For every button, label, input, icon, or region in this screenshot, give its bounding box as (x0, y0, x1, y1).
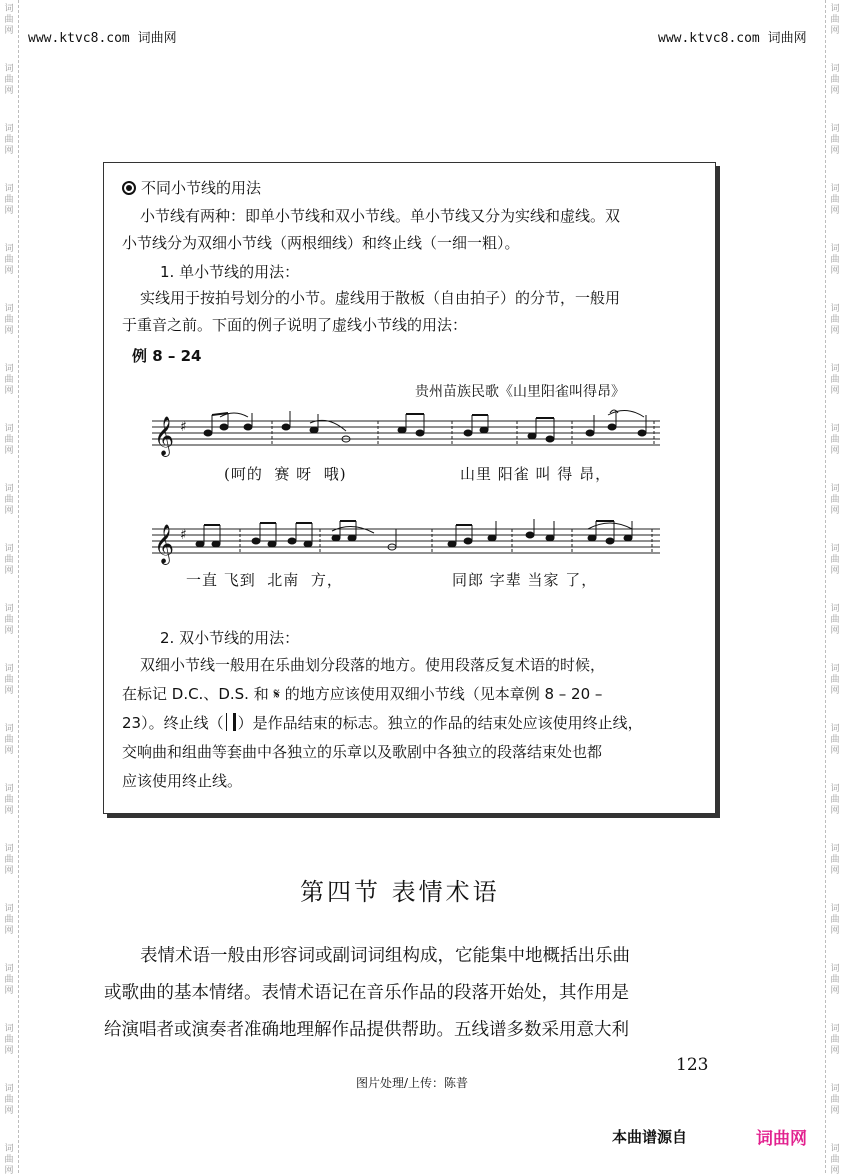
example-label: 例 8 – 24 (132, 347, 202, 365)
watermark-glyph: 曲 (4, 735, 14, 745)
watermark-glyph: 网 (4, 1046, 14, 1056)
watermark-glyph: 曲 (830, 555, 840, 565)
subheading-single-barline: 1. 单小节线的用法： (160, 263, 300, 281)
text-line: 于重音之前。下面的例子说明了虚线小节线的用法： (122, 316, 468, 334)
svg-text:𝄞: 𝄞 (154, 524, 175, 564)
watermark-glyph: 词 (830, 4, 840, 14)
watermark-glyph: 曲 (830, 735, 840, 745)
watermark-glyph: 曲 (830, 15, 840, 25)
watermark-glyph: 词 (830, 244, 840, 254)
watermark-glyph: 曲 (4, 1035, 14, 1045)
watermark-glyph: 网 (830, 1046, 840, 1056)
watermark-glyph: 网 (4, 206, 14, 216)
watermark-glyph: 曲 (830, 1035, 840, 1045)
music-staff-row-2 (152, 517, 668, 567)
watermark-glyph: 网 (4, 86, 14, 96)
watermark-glyph: 词 (4, 1084, 14, 1094)
final-barline-icon (226, 713, 236, 731)
watermark-glyph: 词 (830, 484, 840, 494)
watermark-glyph: 网 (830, 446, 840, 456)
watermark-glyph: 曲 (4, 675, 14, 685)
body-paragraph (104, 938, 716, 1049)
watermark-glyph: 网 (830, 1106, 840, 1116)
svg-text:♯: ♯ (180, 419, 187, 435)
text-line: 实线用于按拍号划分的小节。虚线用于散板（自由拍子）的分节，一般用 (140, 289, 621, 307)
watermark-glyph: 网 (830, 386, 840, 396)
watermark-glyph: 词 (830, 184, 840, 194)
box-paragraph-2 (122, 285, 706, 339)
text-fragment: ）是作品结束的标志。独立的作品的结束处应该使用终止线， (237, 714, 643, 732)
watermark-glyph: 曲 (830, 675, 840, 685)
watermark-url: www.ktvc8.com (28, 31, 130, 46)
watermark-glyph: 网 (830, 746, 840, 756)
watermark-glyph: 词 (830, 424, 840, 434)
watermark-glyph: 网 (4, 446, 14, 456)
watermark-glyph: 曲 (830, 1095, 840, 1105)
image-credit: 图片处理/上传：陈普 (356, 1076, 469, 1090)
box-paragraph-1 (122, 203, 706, 257)
watermark-glyph: 词 (830, 1024, 840, 1034)
text-line: 交响曲和组曲等套曲中各独立的乐章以及歌剧中各独立的段落结束处也都 (122, 743, 603, 761)
subheading-double-barline: 2. 双小节线的用法： (160, 629, 300, 647)
watermark-glyph: 曲 (4, 255, 14, 265)
watermark-glyph: 曲 (830, 75, 840, 85)
text-line: 表情术语一般由形容词或副词词组构成，它能集中地概括出乐曲 (140, 946, 630, 966)
watermark-glyph: 网 (4, 986, 14, 996)
lyrics-row-2-a: 一直 飞到 北南 方， (186, 571, 343, 589)
text-line: 在标记 D.C.、D.S. 和 𝄋 的地方应该使用双细小节线（见本章例 8 – 20 – (122, 685, 603, 703)
watermark-glyph: 网 (4, 326, 14, 336)
watermark-glyph: 曲 (4, 435, 14, 445)
text-line: 小节线分为双细小节线（两根细线）和终止线（一细一粗）。 (122, 234, 520, 252)
watermark-glyph: 网 (4, 266, 14, 276)
watermark-glyph: 网 (830, 566, 840, 576)
watermark-url: www.ktvc8.com (658, 31, 760, 46)
watermark-glyph: 词 (4, 844, 14, 854)
watermark-glyph: 曲 (830, 615, 840, 625)
watermark-glyph: 网 (4, 506, 14, 516)
text-line: 应该使用终止线。 (122, 772, 243, 790)
watermark-glyph: 网 (830, 626, 840, 636)
watermark-glyph: 词 (4, 904, 14, 914)
right-watermark-strip (825, 0, 844, 1176)
watermark-glyph: 曲 (830, 855, 840, 865)
watermark-glyph: 词 (4, 1024, 14, 1034)
header-url-right[interactable] (658, 27, 807, 46)
watermark-glyph: 曲 (4, 615, 14, 625)
watermark-glyph: 网 (4, 566, 14, 576)
watermark-glyph: 词 (4, 124, 14, 134)
watermark-glyph: 词 (830, 544, 840, 554)
watermark-glyph: 曲 (4, 15, 14, 25)
watermark-glyph: 词 (830, 124, 840, 134)
watermark-glyph: 曲 (4, 855, 14, 865)
text-line: 双细小节线一般用在乐曲划分段落的地方。使用段落反复术语的时候， (140, 656, 606, 674)
watermark-glyph: 词 (4, 1144, 14, 1154)
watermark-glyph: 网 (830, 1166, 840, 1176)
watermark-glyph: 网 (4, 386, 14, 396)
watermark-glyph: 词 (4, 604, 14, 614)
watermark-glyph: 网 (4, 626, 14, 636)
watermark-glyph: 词 (4, 244, 14, 254)
watermark-glyph: 网 (4, 1166, 14, 1176)
watermark-site: 词曲网 (137, 31, 177, 46)
watermark-glyph: 网 (4, 26, 14, 36)
watermark-glyph: 曲 (4, 915, 14, 925)
watermark-glyph: 网 (4, 746, 14, 756)
watermark-glyph: 网 (830, 26, 840, 36)
lyrics-row-1-a: (呵的 赛 呀 哦) (224, 465, 347, 483)
svg-text:♯: ♯ (180, 527, 187, 543)
watermark-glyph: 词 (830, 964, 840, 974)
watermark-glyph: 词 (4, 544, 14, 554)
watermark-glyph: 网 (830, 686, 840, 696)
watermark-glyph: 曲 (830, 375, 840, 385)
text-line (122, 709, 706, 738)
watermark-glyph: 曲 (830, 195, 840, 205)
watermark-glyph: 词 (4, 184, 14, 194)
box-title-text: 不同小节线的用法 (141, 179, 262, 197)
watermark-glyph: 词 (830, 1144, 840, 1154)
watermark-glyph: 词 (830, 724, 840, 734)
watermark-glyph: 网 (830, 806, 840, 816)
watermark-glyph: 词 (830, 844, 840, 854)
watermark-glyph: 网 (4, 806, 14, 816)
watermark-glyph: 词 (4, 304, 14, 314)
watermark-glyph: 曲 (830, 315, 840, 325)
watermark-glyph: 网 (4, 866, 14, 876)
watermark-glyph: 曲 (830, 795, 840, 805)
watermark-glyph: 词 (4, 784, 14, 794)
text-line: 小节线有两种：即单小节线和双小节线。单小节线又分为实线和虚线。双 (140, 207, 621, 225)
song-source: 贵州苗族民歌《山里阳雀叫得昂》 (415, 384, 625, 400)
watermark-glyph: 曲 (4, 135, 14, 145)
watermark-glyph: 曲 (830, 135, 840, 145)
watermark-glyph: 词 (830, 364, 840, 374)
watermark-glyph: 网 (830, 206, 840, 216)
bullet-icon (122, 181, 136, 195)
watermark-glyph: 词 (830, 784, 840, 794)
watermark-glyph: 词 (830, 304, 840, 314)
watermark-glyph: 词 (830, 1084, 840, 1094)
watermark-glyph: 曲 (4, 1155, 14, 1165)
watermark-glyph: 词 (4, 724, 14, 734)
watermark-glyph: 词 (4, 964, 14, 974)
text-fragment: 23）。终止线（ (122, 714, 224, 732)
text-line: 或歌曲的基本情绪。表情术语记在音乐作品的段落开始处，其作用是 (104, 983, 629, 1003)
watermark-glyph: 曲 (4, 795, 14, 805)
watermark-glyph: 曲 (4, 315, 14, 325)
watermark-glyph: 网 (830, 986, 840, 996)
watermark-glyph: 词 (830, 664, 840, 674)
watermark-glyph: 词 (830, 604, 840, 614)
lyrics-row-2-b: 同郎 字辈 当家 了， (452, 571, 598, 589)
watermark-glyph: 网 (830, 866, 840, 876)
watermark-glyph: 网 (830, 506, 840, 516)
watermark-glyph: 词 (830, 64, 840, 74)
watermark-glyph: 词 (4, 664, 14, 674)
left-watermark-strip (0, 0, 19, 1176)
watermark-glyph: 网 (830, 146, 840, 156)
svg-text:𝄞: 𝄞 (154, 416, 175, 456)
watermark-glyph: 曲 (830, 915, 840, 925)
watermark-glyph: 曲 (830, 975, 840, 985)
watermark-glyph: 网 (4, 926, 14, 936)
watermark-glyph: 网 (830, 266, 840, 276)
box-paragraph-3 (122, 651, 706, 796)
music-staff-row-1 (152, 409, 668, 459)
page-number: 123 (676, 1055, 709, 1075)
watermark-glyph: 曲 (4, 375, 14, 385)
watermark-glyph: 网 (830, 326, 840, 336)
watermark-glyph: 词 (830, 904, 840, 914)
source-label: 本曲谱源自 (612, 1128, 688, 1146)
watermark-glyph: 词 (4, 4, 14, 14)
watermark-glyph: 曲 (830, 495, 840, 505)
section-title: 第四节 表情术语 (300, 878, 500, 906)
box-title (122, 177, 261, 198)
watermark-glyph: 网 (4, 146, 14, 156)
watermark-glyph: 曲 (830, 1155, 840, 1165)
watermark-glyph: 曲 (4, 495, 14, 505)
watermark-glyph: 词 (4, 424, 14, 434)
watermark-glyph: 曲 (4, 1095, 14, 1105)
watermark-glyph: 曲 (830, 435, 840, 445)
watermark-glyph: 网 (4, 686, 14, 696)
watermark-glyph: 网 (4, 1106, 14, 1116)
watermark-glyph: 曲 (4, 975, 14, 985)
watermark-glyph: 词 (4, 364, 14, 374)
watermark-glyph: 曲 (4, 195, 14, 205)
watermark-glyph: 词 (4, 64, 14, 74)
watermark-site: 词曲网 (767, 31, 807, 46)
watermark-glyph: 词 (4, 484, 14, 494)
site-name-link[interactable]: 词曲网 (756, 1129, 807, 1149)
text-line: 给演唱者或演奏者准确地理解作品提供帮助。五线谱多数采用意大利 (104, 1020, 629, 1040)
watermark-glyph: 曲 (830, 255, 840, 265)
watermark-glyph: 曲 (4, 555, 14, 565)
watermark-glyph: 网 (830, 926, 840, 936)
lyrics-row-1-b: 山里 阳雀 叫 得 昂， (460, 465, 612, 483)
notation-box (103, 162, 716, 814)
header-url-left[interactable] (28, 27, 177, 46)
watermark-glyph: 网 (830, 86, 840, 96)
watermark-glyph: 曲 (4, 75, 14, 85)
